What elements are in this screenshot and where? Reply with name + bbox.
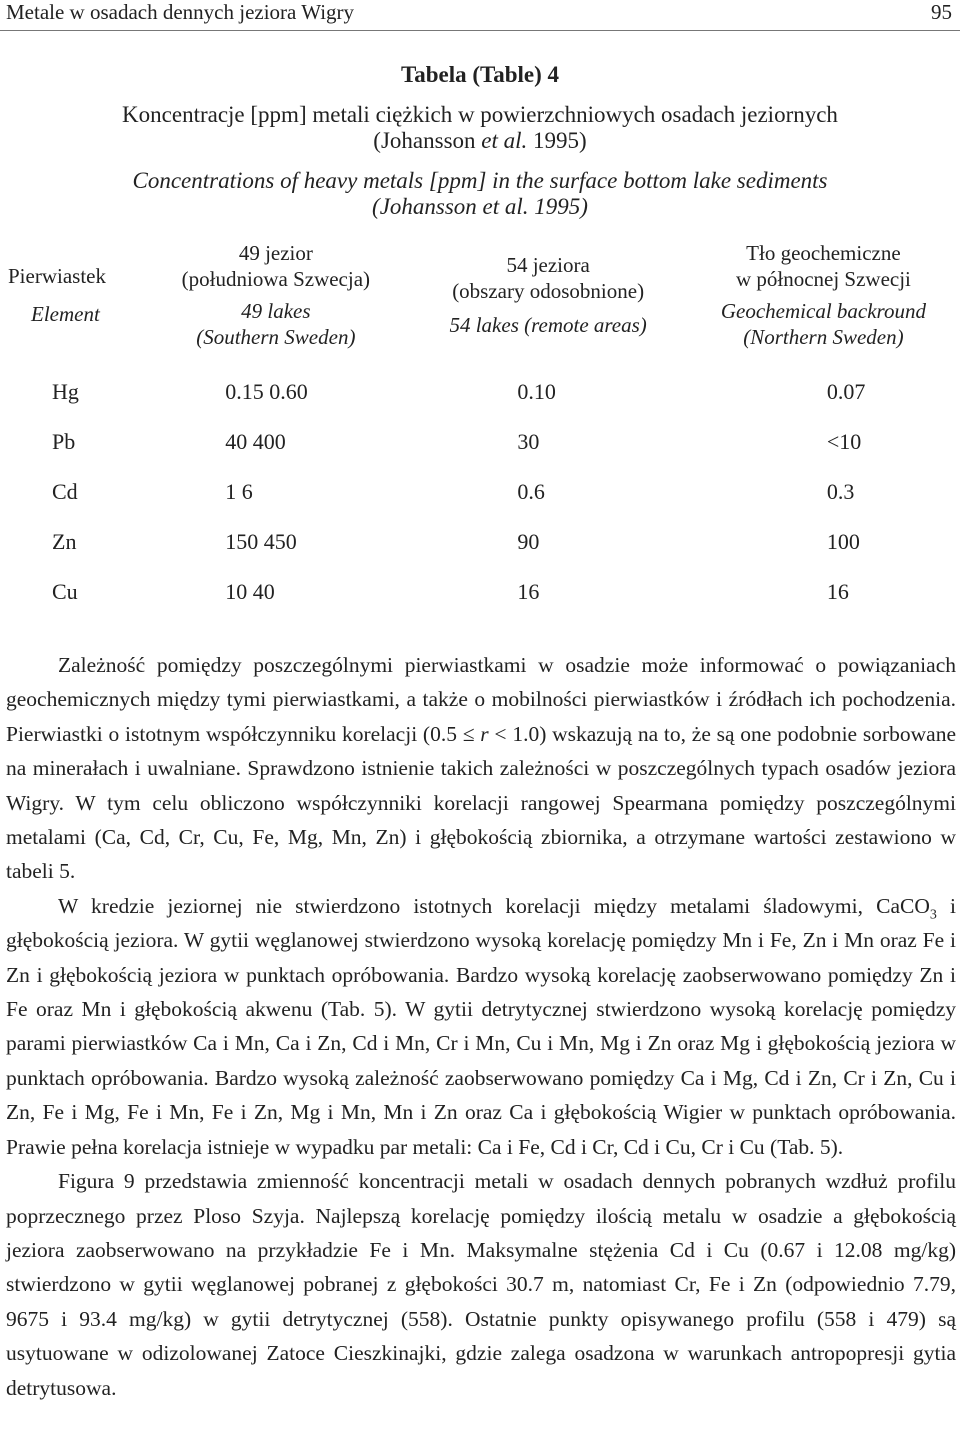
cell-background: 16 (826, 579, 849, 604)
table-title-pl: Koncentracje [ppm] metali ciężkich w powierzchniowych osadach jeziornych (122, 102, 838, 127)
citation-etal: et al. (481, 128, 528, 153)
table-label: Tabela (Table) 4 (400, 62, 560, 87)
table-citation-en: (Johansson et al. 1995) (372, 194, 588, 219)
header-southern-en-1: 49 lakes (241, 298, 311, 323)
cell-southern: 10 40 (225, 579, 275, 604)
cell-remote: 30 (517, 429, 540, 454)
running-title: Metale w osadach dennych jeziora Wigry (6, 0, 355, 24)
header-element (0, 232, 142, 357)
cell-background: <10 (826, 429, 862, 454)
header-rule (0, 30, 960, 31)
cell-southern: 150 450 (225, 529, 297, 554)
table-header-row (0, 232, 960, 357)
header-background (687, 232, 960, 357)
paragraph-1 (6, 648, 956, 889)
header-southern-en-2: (Southern Sweden) (196, 324, 356, 349)
cell-element: Hg (52, 379, 79, 404)
page-number: 95 (931, 0, 952, 24)
cell-element: Zn (52, 529, 77, 554)
table-spacer (0, 357, 960, 367)
paragraph-1-text-b: < 1.0) wskazują na to, że są one podobnie sorbowane na minerałach i uwalniane. Sprawdzono istnienie takich zależności w poszczególnych typach osadów jeziora Wigry. W tym celu obliczono współczynniki korelacji rangowej Spearmana pomiędzy poszczególnymi metalami (Ca, Cd, Cr, Cu, Fe, Mg, Mn, Zn) i głębokością zbiornika, a otrzymane wartości zestawiono w tabeli 5. (6, 721, 957, 884)
cell-element: Pb (52, 429, 76, 454)
table-row-hg (0, 367, 960, 417)
header-southern (142, 232, 409, 357)
paragraph-2 (6, 889, 956, 1164)
paragraph-2-text-b: i głębokością jeziora. W gytii węglanowej stwierdzono wysoką korelację pomiędzy Mn i Fe, Zn i Mn oraz Fe i Zn i głębokością jeziora w punktach opróbowania. Bardzo wysoką korelację zaobserwowano pomiędzy Zn i Fe oraz Mn i głębokością akwenu (Tab. 5). W gytii detrytycznej stwierdzono wysoką korelację pomiędzy parami pierwiastków Ca i Mn, Ca i Zn, Cd i Mn, Cr i Mn, Cu i Mn, Mg i Zn oraz Mg i głębokością jeziora w punktach opróbowania. Bardzo wysoką zależność zaobserwowano pomiędzy Ca i Mg, Cd i Zn, Cr i Zn, Cu i Zn, Fe i Mg, Fe i Mn, Fe i Zn, Mg i Mn, Mn i Zn oraz Ca i głębokością Wigier w punktach opróbowania. Prawie pełna korelacja istnieje w wypadku par metali: Ca i Fe, Cd i Cr, Cd i Cu, Cr i Cu (Tab. 5). (6, 893, 956, 1159)
symbol-r: r (480, 721, 489, 746)
table-caption (0, 60, 960, 220)
header-element-en: Element (31, 301, 100, 326)
table-row-zn (0, 517, 960, 567)
header-southern-pl-1: 49 jezior (238, 240, 313, 265)
cell-southern: 0.15 0.60 (225, 379, 308, 404)
header-element-pl: Pierwiastek (8, 263, 106, 288)
cell-southern: 1 6 (225, 479, 253, 504)
cell-remote: 0.10 (517, 379, 556, 404)
header-remote-pl-1: 54 jeziora (506, 252, 590, 277)
citation-year: 1995) (527, 128, 587, 153)
header-background-pl-1: Tło geochemiczne (746, 240, 901, 265)
paragraph-1-text-a: Zależność pomiędzy poszczególnymi pierwiastkami w osadzie może informować o powiązaniach geochemicznych między tymi pierwiastkami, a także o mobilności pierwiastków i źródłach ich pochodzenia. Pierwiastki o istotnym współczynniku korelacji (0.5 ≤ (6, 653, 956, 746)
table-row-pb (0, 417, 960, 467)
header-remote (409, 232, 686, 357)
header-remote-pl-2: (obszary odosobnione) (452, 278, 645, 303)
table-citation-pl (0, 128, 960, 154)
cell-remote: 16 (517, 579, 540, 604)
paragraph-2-text-a: W kredzie jeziornej nie stwierdzono istotnych korelacji między metalami śladowymi, CaCO (58, 893, 930, 918)
citation-author: (Johansson (373, 128, 482, 153)
page-header (0, 0, 960, 28)
header-background-en-1: Geochemical backround (720, 298, 926, 323)
cell-remote: 0.6 (517, 479, 545, 504)
cell-background: 0.07 (826, 379, 866, 404)
cell-element: Cu (52, 579, 78, 604)
header-southern-pl-2: (południowa Szwecja) (181, 266, 371, 291)
header-background-en-2: (Northern Sweden) (743, 324, 904, 349)
metals-table (0, 232, 960, 617)
cell-remote: 90 (517, 529, 540, 554)
table-title-en: Concentrations of heavy metals [ppm] in the surface bottom lake sediments (132, 168, 828, 193)
header-remote-en-1: 54 lakes (remote areas) (449, 312, 647, 337)
subscript-3: 3 (929, 907, 937, 923)
cell-background: 100 (826, 529, 860, 554)
table-row-cu (0, 567, 960, 617)
cell-element: Cd (52, 479, 78, 504)
paragraph-3: Figura 9 przedstawia zmienność koncentracji metali w osadach dennych pobranych wzdłuż profilu poprzecznego przez Ploso Szyja. Najlepszą korelację pomiędzy ilością metalu w osadzie a głębokością jeziora zaobserwowano na przykładzie Fe i Mn. Maksymalne stężenia Cd i Cu (0.67 i 12.08 mg/kg) stwierdzono w gytii węglanowej pobranej z głębokości 30.7 m, natomiast Cr, Fe i Zn (odpowiednio 7.79, 9675 i 93.4 mg/kg) w gytii detrytycznej (558). Ostatnie punkty opisywanego profilu (558 i 479) są usytuowane w odizolowanej Zatoce Cieszkinajki, gdzie zalega osadzona w warunkach antropopresji gytia detrytusowa. (6, 1169, 956, 1400)
cell-background: 0.3 (826, 479, 855, 504)
body-text (6, 648, 956, 1405)
header-background-pl-2: w północnej Szwecji (735, 266, 911, 291)
cell-southern: 40 400 (225, 429, 286, 454)
table-row-cd (0, 467, 960, 517)
